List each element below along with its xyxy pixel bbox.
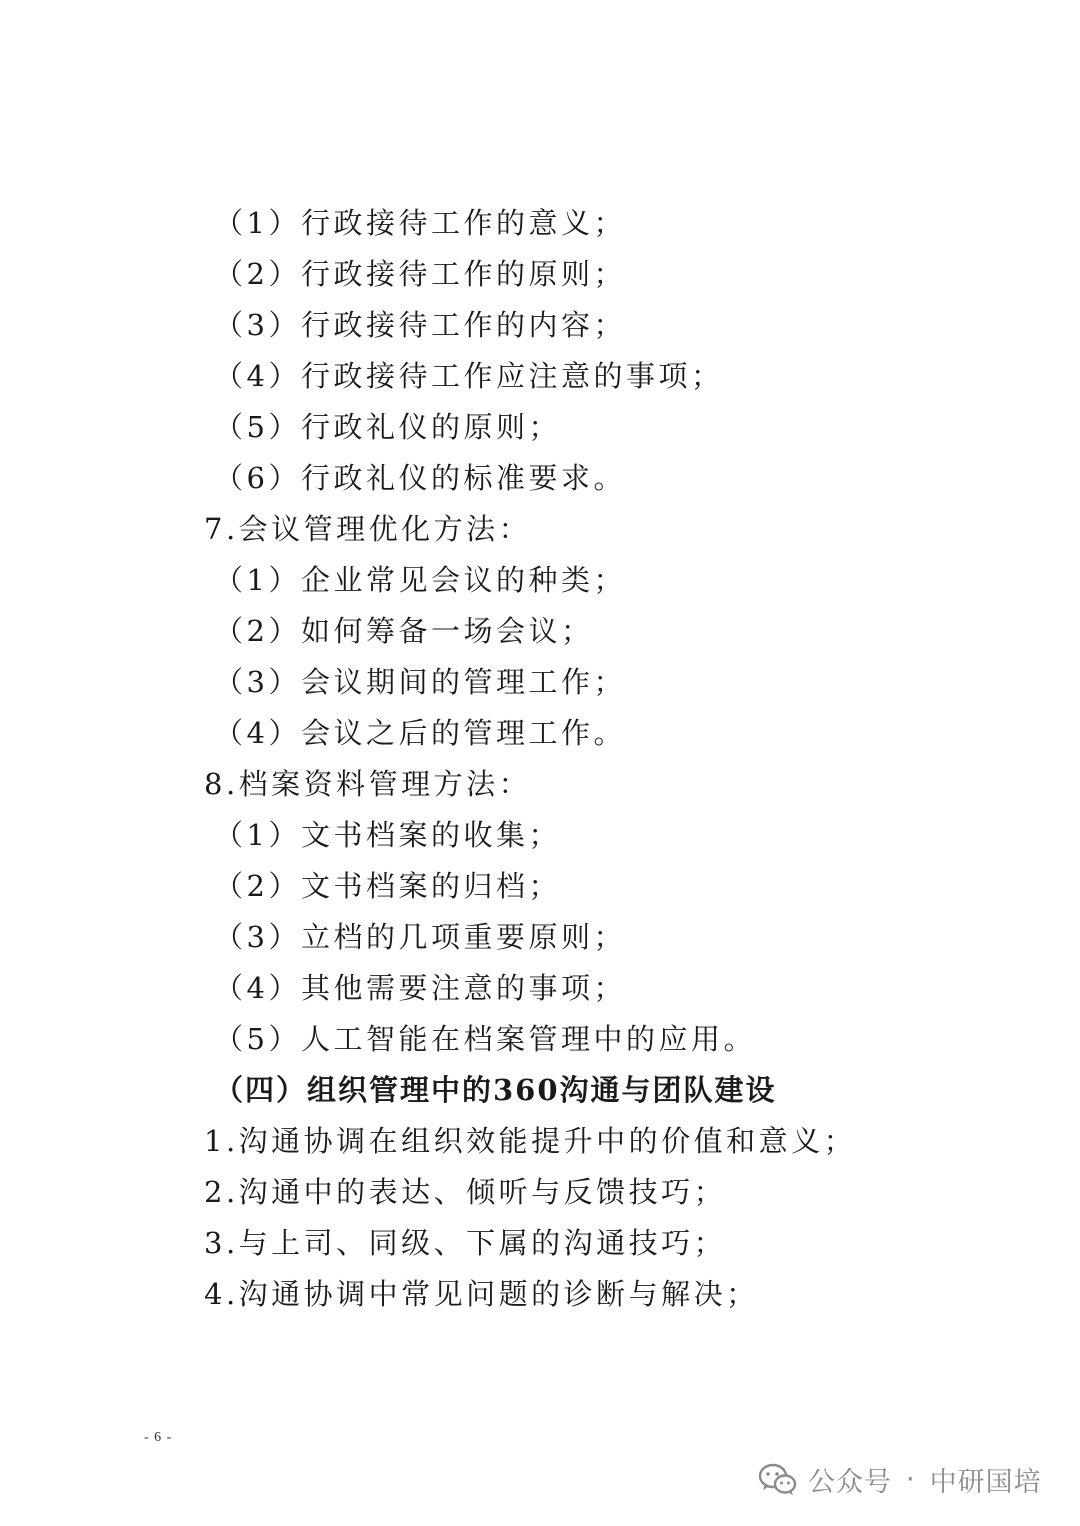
wechat-watermark xyxy=(758,1460,1042,1499)
list-item: （1）行政接待工作的意义； xyxy=(214,206,626,240)
list-item: 2.沟通中的表达、倾听与反馈技巧； xyxy=(204,1175,727,1209)
list-item: （3）行政接待工作的内容； xyxy=(214,308,626,342)
section-heading: 8.档案资料管理方法： xyxy=(204,767,532,801)
chapter-heading: （四）组织管理中的360沟通与团队建设 xyxy=(214,1073,777,1107)
list-item: （1）文书档案的收集； xyxy=(214,818,561,852)
list-item: （2）文书档案的归档； xyxy=(214,869,561,903)
list-item: 3.与上司、同级、下属的沟通技巧； xyxy=(204,1226,727,1260)
list-item: （2）如何筹备一场会议； xyxy=(214,614,594,648)
list-item: （6）行政礼仪的标准要求。 xyxy=(214,461,626,495)
page-number: - 6 - xyxy=(144,1430,173,1445)
list-item: （1）企业常见会议的种类； xyxy=(214,563,626,597)
wechat-icon xyxy=(758,1462,798,1498)
list-item: （5）人工智能在档案管理中的应用。 xyxy=(214,1022,756,1056)
list-item: （3）会议期间的管理工作； xyxy=(214,665,626,699)
list-item: （3）立档的几项重要原则； xyxy=(214,920,626,954)
watermark-label: 公众号 xyxy=(808,1467,892,1498)
section-heading: 7.会议管理优化方法： xyxy=(204,512,532,546)
list-item: （4）其他需要注意的事项； xyxy=(214,971,626,1005)
list-item: （4）行政接待工作应注意的事项； xyxy=(214,359,724,393)
watermark-separator: · xyxy=(906,1464,916,1495)
list-item: （5）行政礼仪的原则； xyxy=(214,410,561,444)
list-item: （4）会议之后的管理工作。 xyxy=(214,716,626,750)
list-item: 4.沟通协调中常见问题的诊断与解决； xyxy=(204,1277,759,1311)
list-item: 1.沟通协调在组织效能提升中的价值和意义； xyxy=(204,1124,857,1158)
watermark-account: 中研国培 xyxy=(929,1467,1042,1498)
list-item: （2）行政接待工作的原则； xyxy=(214,257,626,291)
